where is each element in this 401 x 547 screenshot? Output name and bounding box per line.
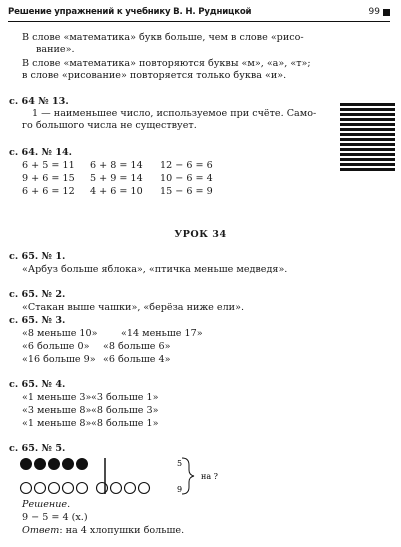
empty-circle: [35, 483, 46, 494]
page-marker-square: [383, 9, 390, 16]
filled-circle: [49, 459, 60, 470]
ex3-cell: «14 меньше 17»: [121, 328, 203, 339]
ex14-heading: с. 64. № 14.: [9, 147, 73, 158]
header-title: Решение упражнений к учебнику В. Н. Рудницкой: [8, 7, 252, 17]
ex4-cell: «8 больше 1»: [91, 418, 159, 429]
ex13-line-2: го большого числа не существует.: [22, 120, 197, 131]
ex14-cell: 15 − 6 = 9: [160, 186, 213, 197]
ex14-cell: 6 + 8 = 14: [90, 160, 143, 171]
brace-shape: [182, 458, 194, 494]
ex14-cell: 4 + 6 = 10: [90, 186, 143, 197]
ex14-cell: 6 + 5 = 11: [22, 160, 75, 171]
intro-line-2: вание».: [36, 44, 75, 55]
empty-circle: [111, 483, 122, 494]
empty-circle: [63, 483, 74, 494]
intro-line-4: в слове «рисование» повторяется только буква «и».: [22, 70, 287, 81]
answer-text: : на 4 хлопушки больше.: [59, 525, 185, 536]
empty-circle: [21, 483, 32, 494]
answer-label: Ответ: [22, 525, 60, 536]
lesson-title: УРОК 34: [174, 229, 227, 240]
filled-circles-row: [21, 459, 88, 470]
ex14-cell: 10 − 6 = 4: [160, 173, 213, 184]
filled-circle: [21, 459, 32, 470]
ex13-line-1: 1 — наименьшее число, используемое при счёте. Само-: [32, 108, 317, 119]
ex1-text: «Арбуз больше яблока», «птичка меньше медведя».: [22, 264, 288, 275]
filled-circle: [35, 459, 46, 470]
ex14-cell: 6 + 6 = 12: [22, 186, 75, 197]
label-bottom: 9: [177, 485, 183, 494]
empty-circle: [125, 483, 136, 494]
solution-label: Решение.: [22, 499, 71, 510]
label-top: 5: [177, 459, 183, 468]
running-header: [8, 7, 390, 22]
ex2-text: «Стакан выше чашки», «берёза ниже ели».: [22, 302, 244, 313]
empty-circle: [97, 483, 108, 494]
ex1-heading: с. 65. № 1.: [9, 251, 66, 262]
ex4-cell: «1 меньше 3»: [22, 392, 92, 403]
empty-circle: [49, 483, 60, 494]
ex13-heading: с. 64 № 13.: [9, 96, 69, 107]
ex2-heading: с. 65. № 2.: [9, 289, 66, 300]
filled-circle: [77, 459, 88, 470]
ex3-heading: с. 65. № 3.: [9, 315, 66, 326]
intro-line-1: В слове «математика» букв больше, чем в слове «рисо-: [22, 32, 304, 43]
answer-line: [22, 525, 184, 537]
question-label: на ?: [201, 472, 218, 481]
ex3-cell: «8 больше 6»: [103, 341, 171, 352]
ex4-cell: «8 больше 3»: [91, 405, 159, 416]
ex3-cell: «6 больше 0»: [22, 341, 90, 352]
intro-line-3: В слове «математика» повторяются буквы «м», «а», «т»;: [22, 58, 311, 69]
empty-circles-row: [21, 483, 150, 494]
ex14-cell: 12 − 6 = 6: [160, 160, 213, 171]
filled-circle: [63, 459, 74, 470]
solution-equation: 9 − 5 = 4 (х.): [22, 512, 88, 523]
empty-circle: [139, 483, 150, 494]
page-number: 99: [368, 7, 380, 17]
ex5-heading: с. 65. № 5.: [9, 443, 66, 454]
ex14-cell: 5 + 9 = 14: [90, 173, 143, 184]
ex4-cell: «1 меньше 8»: [22, 418, 92, 429]
ex4-cell: «3 меньше 8»: [22, 405, 92, 416]
ex4-cell: «3 больше 1»: [91, 392, 159, 403]
thumb-index-stripes: [340, 103, 395, 173]
ex4-heading: с. 65. № 4.: [9, 379, 66, 390]
ex3-cell: «6 больше 4»: [103, 354, 171, 365]
ex3-cell: «8 меньше 10»: [22, 328, 98, 339]
ex14-cell: 9 + 6 = 15: [22, 173, 75, 184]
empty-circle: [77, 483, 88, 494]
ex3-cell: «16 больше 9»: [22, 354, 96, 365]
